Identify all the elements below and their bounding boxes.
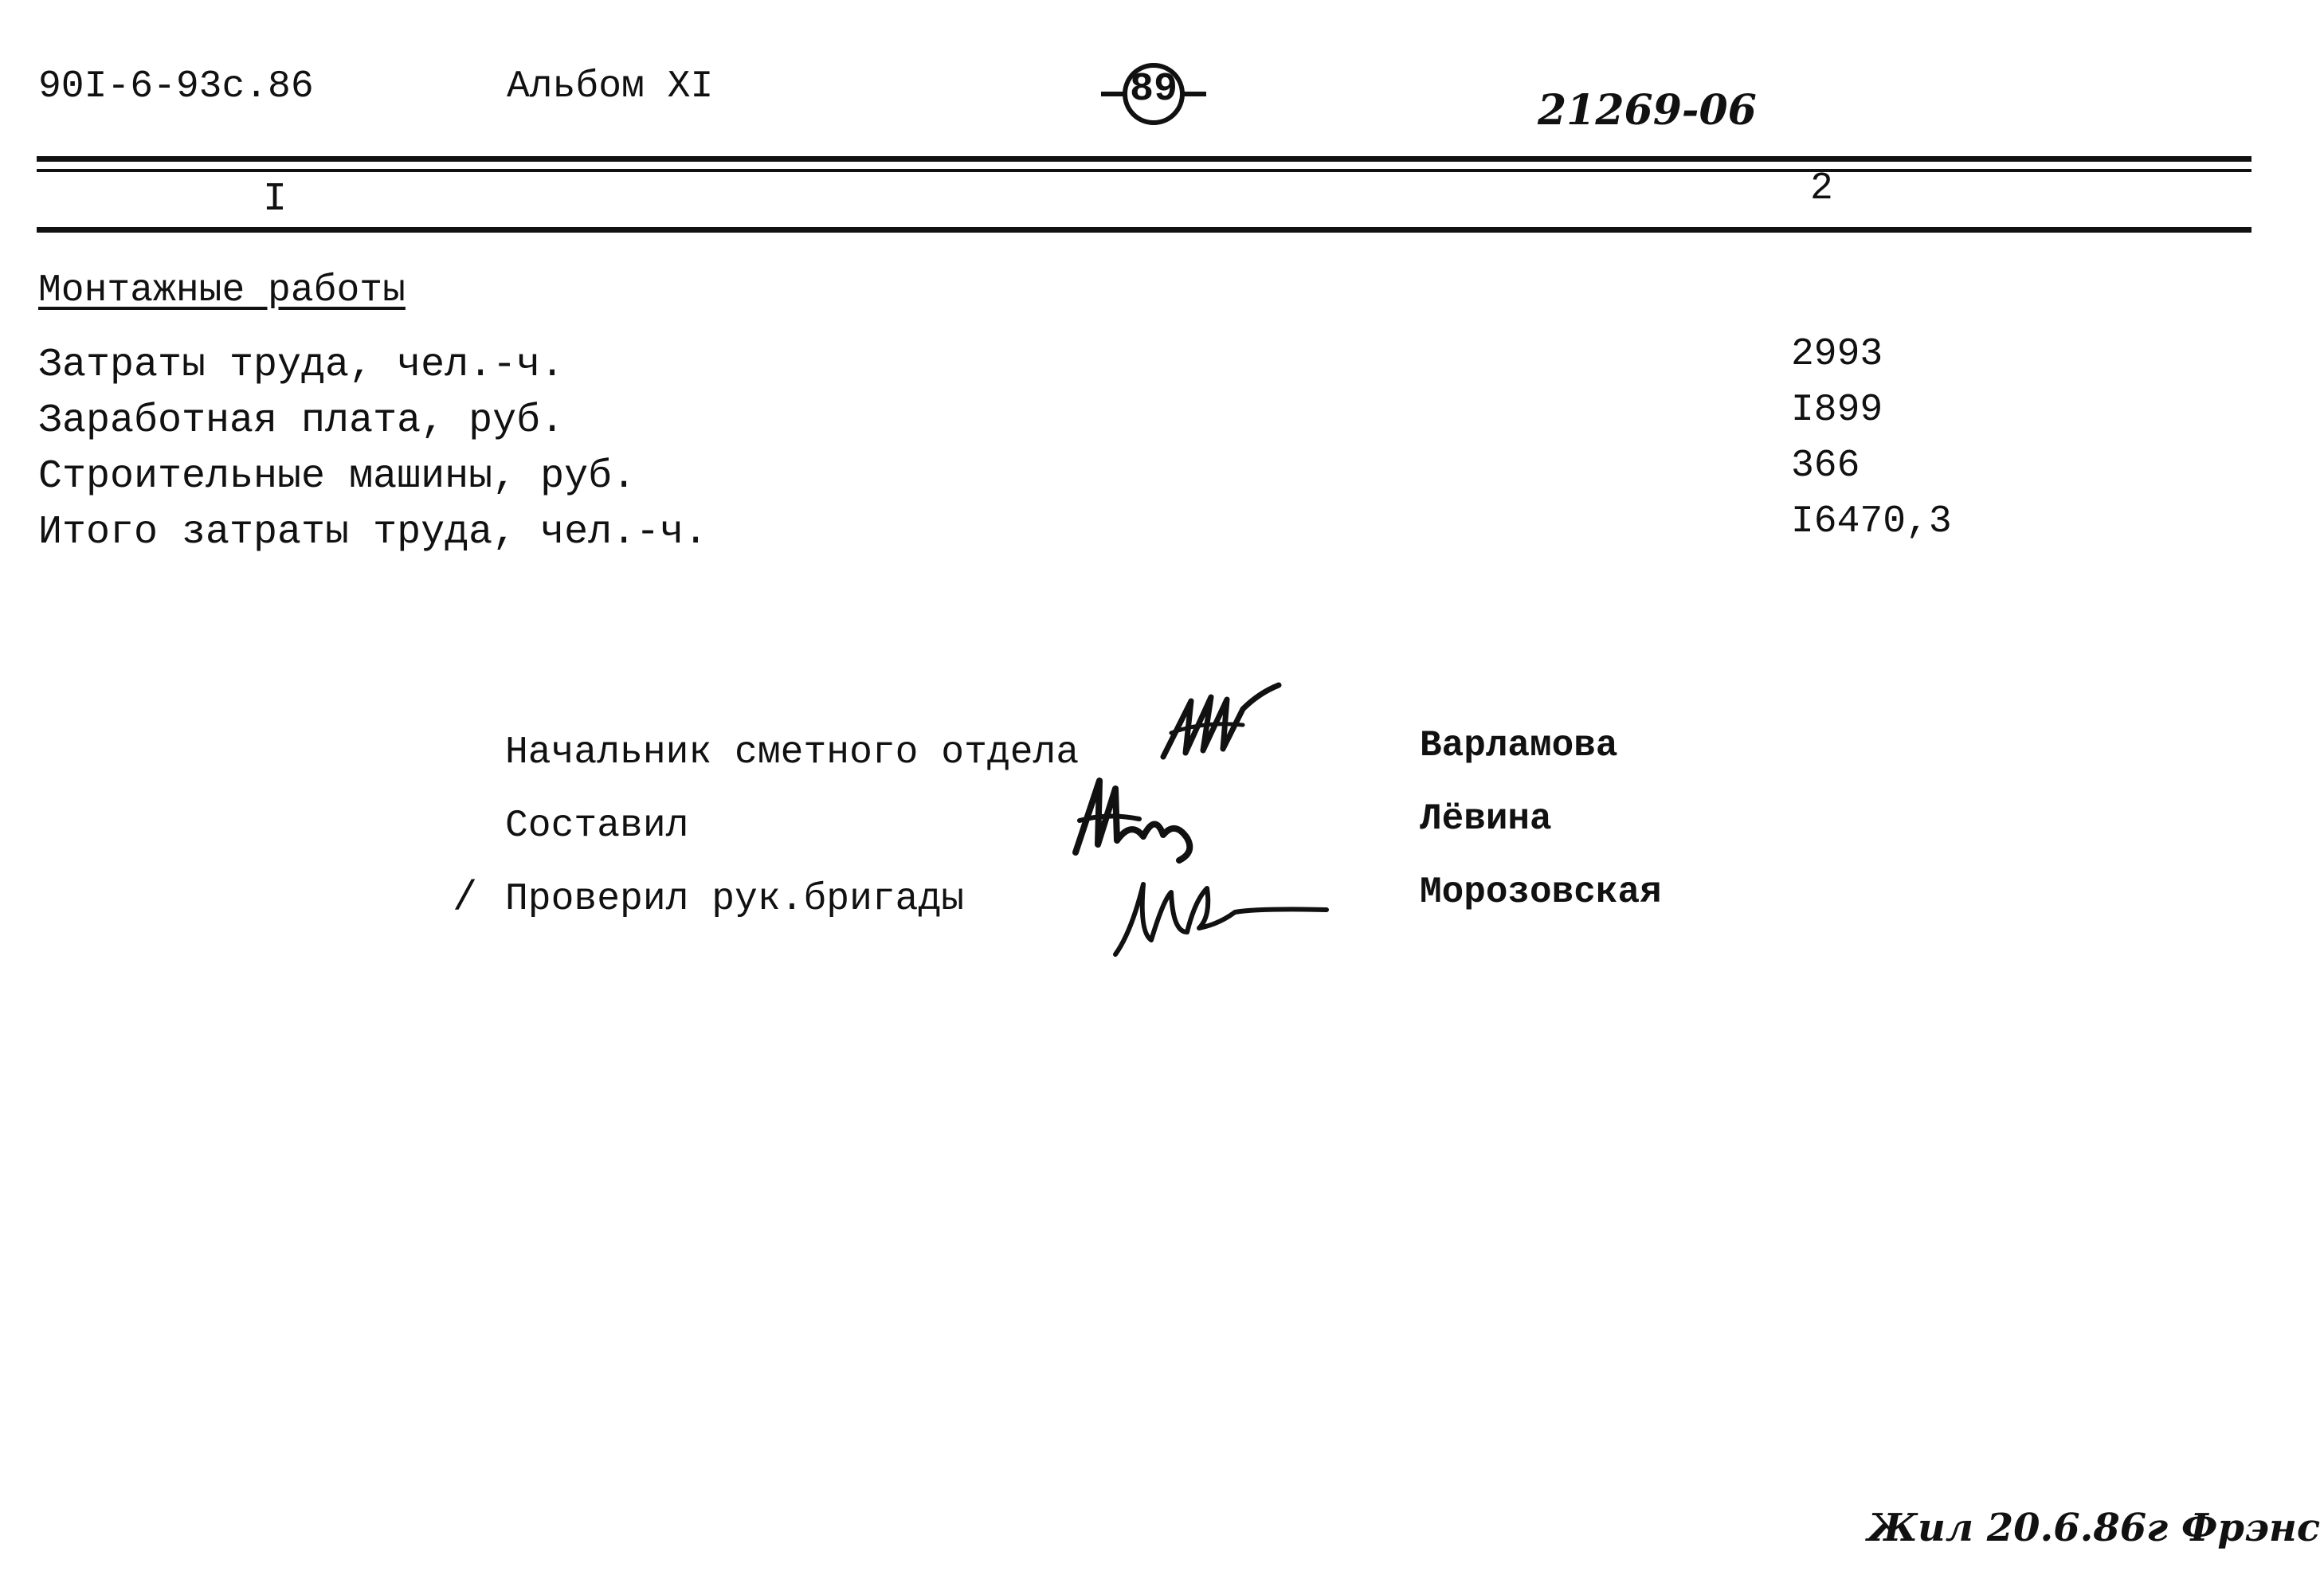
signature-role-head: Начальник сметного отдела <box>505 731 1080 774</box>
signature-name-checker: Морозовская <box>1420 872 1662 913</box>
handwritten-document-number: 21269-06 <box>1538 86 1757 135</box>
section-title: Монтажные работы <box>38 269 406 312</box>
row-label-machines: Строительные машины, руб. <box>38 454 637 500</box>
signature-name-head: Варламова <box>1420 725 1618 766</box>
page-number-stamp <box>1098 56 1209 132</box>
signature-name-compiler: Лёвина <box>1420 798 1552 840</box>
row-label-labor: Затраты труда, чел.-ч. <box>38 343 565 388</box>
row-value-total-labor: I6470,3 <box>1791 500 1952 543</box>
row-value-labor: 2993 <box>1791 333 1883 376</box>
handwritten-footer-note: Жил 20.6.86г Фрэнс <box>1867 1506 2321 1550</box>
slash-mark: / <box>453 875 478 922</box>
table-top-rule <box>37 156 2251 162</box>
table-top-rule-thin <box>37 169 2251 172</box>
row-value-machines: 366 <box>1791 445 1860 488</box>
signature-scribble-head <box>1147 677 1291 773</box>
column-header-2: 2 <box>1810 167 1833 210</box>
row-value-wages: I899 <box>1791 389 1883 432</box>
column-header-1: I <box>263 177 288 222</box>
table-header-bottom-rule <box>37 227 2251 233</box>
document-code: 90I-6-93с.86 <box>38 65 314 108</box>
signature-scribble-checker <box>1107 868 1338 964</box>
signature-role-compiler: Составил <box>505 805 689 848</box>
album-label: Альбом XI <box>507 65 714 108</box>
row-label-total-labor: Итого затраты труда, чел.-ч. <box>38 510 708 555</box>
signature-role-checker: Проверил рук.бригады <box>505 878 965 921</box>
page-number: 89 <box>1129 67 1178 112</box>
signature-scribble-compiler <box>1068 765 1211 868</box>
row-label-wages: Заработная плата, руб. <box>38 398 565 444</box>
